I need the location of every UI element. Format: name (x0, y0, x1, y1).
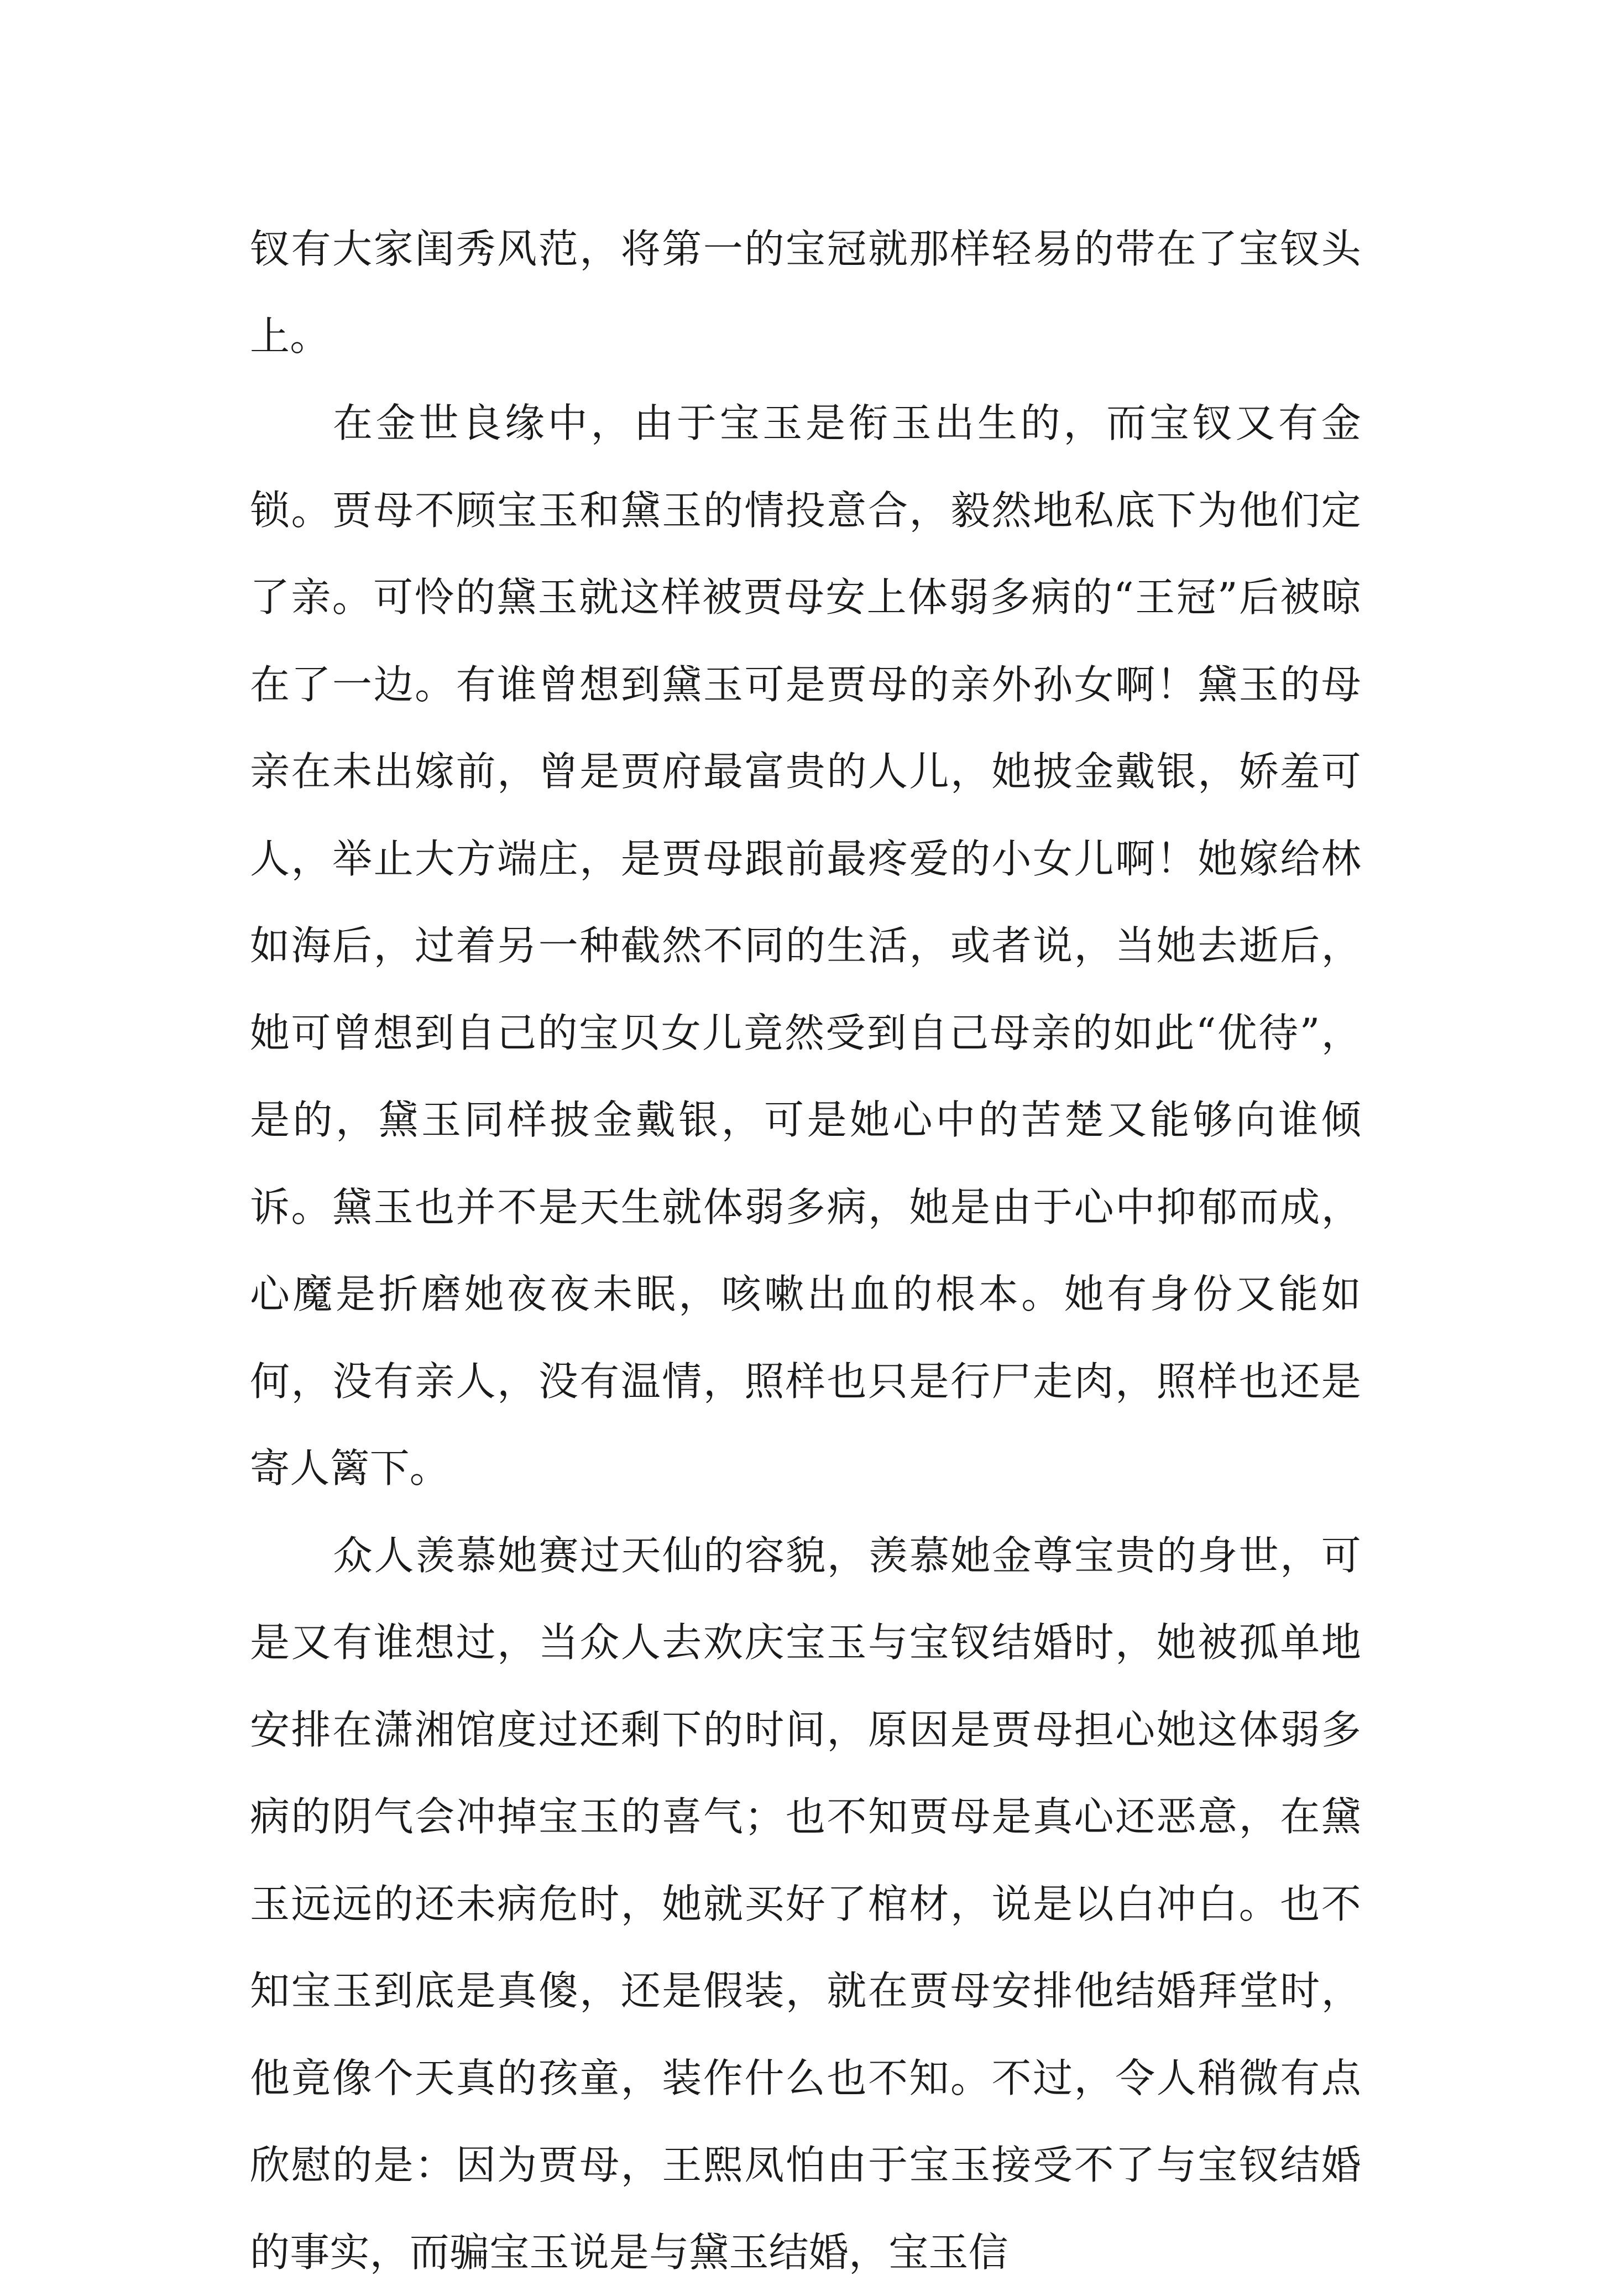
paragraph-2: 在金世良缘中，由于宝玉是衔玉出生的，而宝钗又有金锁。贾母不顾宝玉和黛玉的情投意合，毅然地私底下为他们定了亲。可怜的黛玉就这样被贾母安上体弱多病的“王冠”后被晾在了一边。有谁曾想到黛玉可是贾母的亲外孙女啊！黛玉的母亲在未出嫁前，曾是贾府最富贵的人儿，她披金戴银，娇羞可人，举止大方端庄，是贾母跟前最疼爱的小女儿啊！她嫁给林如海后，过着另一种截然不同的生活，或者说，当她去逝后，她可曾想到自己的宝贝女儿竟然受到自己母亲的如此“优待”，是的，黛玉同样披金戴银，可是她心中的苦楚又能够向谁倾诉。黛玉也并不是天生就体弱多病，她是由于心中抑郁而成，心魔是折磨她夜夜未眠，咳嗽出血的根本。她有身份又能如何，没有亲人，没有温情，照样也只是行尸走肉，照样也还是寄人篱下。 (250, 380, 1361, 1512)
paragraph-3: 众人羡慕她赛过天仙的容貌，羡慕她金尊宝贵的身世，可是又有谁想过，当众人去欢庆宝玉与宝钗结婚时，她被孤单地安排在潇湘馆度过还剩下的时间，原因是贾母担心她这体弱多病的阴气会冲掉宝玉的喜气；也不知贾母是真心还恶意，在黛玉远远的还未病危时，她就买好了棺材，说是以白冲白。也不知宝玉到底是真傻，还是假装，就在贾母安排他结婚拜堂时，他竟像个天真的孩童，装作什么也不知。不过，令人稍微有点欣慰的是：因为贾母，王熙凤怕由于宝玉接受不了与宝钗结婚的事实，而骗宝玉说是与黛玉结婚，宝玉信 (250, 1512, 1361, 2296)
body-text (250, 206, 1361, 2296)
paragraph-1: 钗有大家闺秀风范，将第一的宝冠就那样轻易的带在了宝钗头上。 (250, 206, 1361, 380)
